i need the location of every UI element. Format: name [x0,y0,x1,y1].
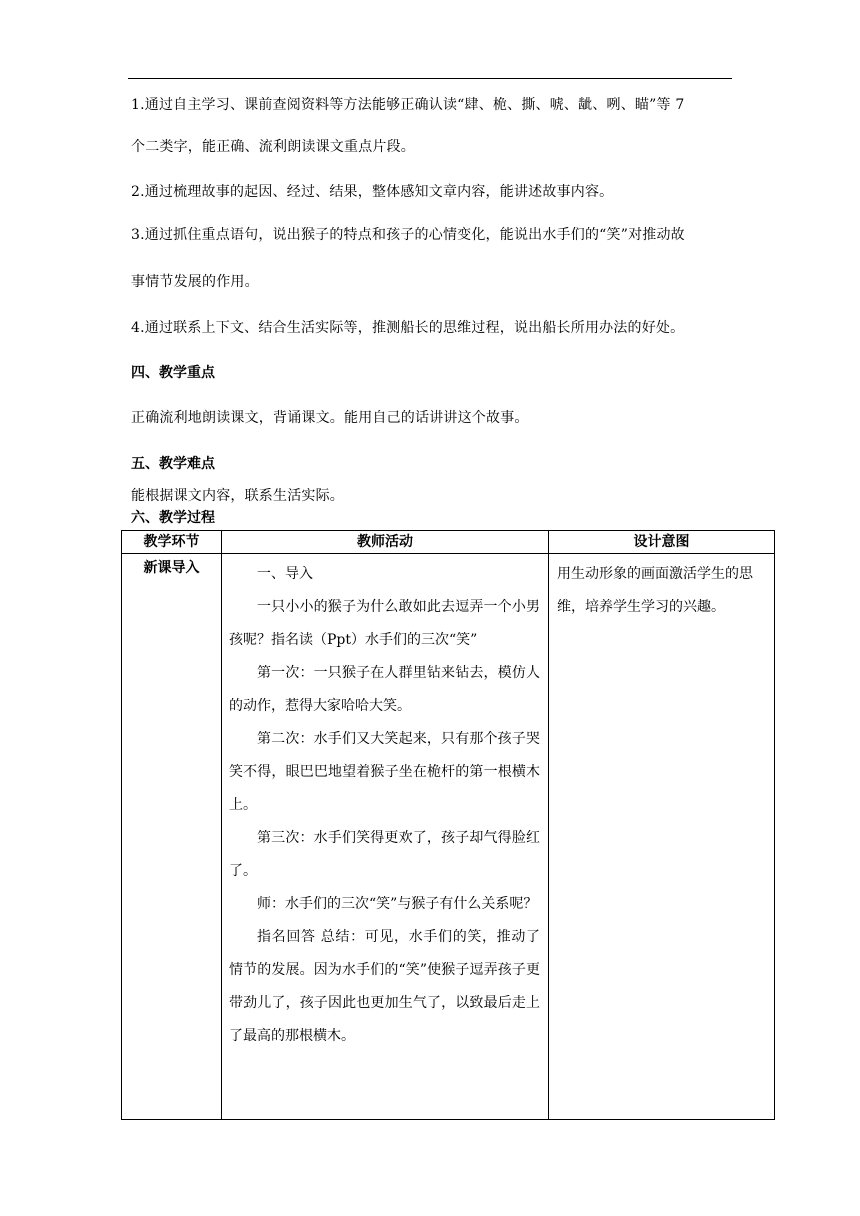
teacher-paragraph: 第一次：一只猴子在人群里钻来钻去，模仿人的动作，惹得大家哈哈大笑。 [229,665,540,714]
objective-1-line-2: 个二类字，能正确、流利朗读课文重点片段。 [131,139,415,155]
design-intent-cell [549,554,775,1120]
section-4-heading: 四、教学重点 [131,365,215,381]
teacher-paragraph: 一只小小的猴子为什么敢如此去逗弄一个小男孩呢？指名读（Ppt）水手们的三次“笑” [229,599,540,648]
header-stage: 教学环节 [122,531,222,554]
teacher-paragraph: 指名回答 总结：可见，水手们的笑，推动了情节的发展。因为水手们的“笑”使猴子逗弄孩子更带劲儿了，孩子因此也更加生气了，以致最后走上了最高的那根横木。 [229,929,540,1044]
objective-4: 4.通过联系上下文、结合生活实际等，推测船长的思维过程，说出船长所用办法的好处。 [131,320,685,336]
objective-3-line-2: 事情节发展的作用。 [131,274,259,290]
header-teacher-activity: 教师活动 [222,531,549,554]
objective-3-line-1: 3.通过抓住重点语句，说出猴子的特点和孩子的心情变化，能说出水手们的“笑”对推动故 [131,227,685,243]
table-header-row [122,531,775,554]
teacher-paragraph: 一、导入 [257,566,313,582]
teacher-paragraph: 师：水手们的三次“笑”与猴子有什么关系呢？ [257,896,538,912]
stage-cell: 新课导入 [122,554,222,1120]
section-5-heading: 五、教学难点 [131,456,215,472]
section-5-body: 能根据课文内容，联系生活实际。 [131,488,344,504]
teacher-paragraph: 第三次：水手们笑得更欢了，孩子却气得脸红了。 [229,830,540,879]
section-6-heading: 六、教学过程 [131,510,215,526]
teacher-paragraph: 第二次：水手们又大笑起来，只有那个孩子哭笑不得，眼巴巴地望着猴子坐在桅杆的第一根横木上。 [229,731,540,813]
objective-1-line-1: 1.通过自主学习、课前查阅资料等方法能够正确认读“肆、桅、撕、唬、龇、咧、瞄”等 7 [131,97,685,113]
section-4-body: 正确流利地朗读课文，背诵课文。能用自己的话讲讲这个故事。 [131,410,529,426]
objective-2: 2.通过梳理故事的起因、经过、结果，整体感知文章内容，能讲述故事内容。 [131,184,614,200]
teacher-activity-cell [222,554,549,1120]
header-rule [128,78,732,79]
table-row [122,554,775,1120]
design-intent-text: 用生动形象的画面激活学生的思维，培养学生学习的兴趣。 [557,566,753,615]
header-design-intent: 设计意图 [549,531,775,554]
teaching-process-table [121,530,775,1120]
